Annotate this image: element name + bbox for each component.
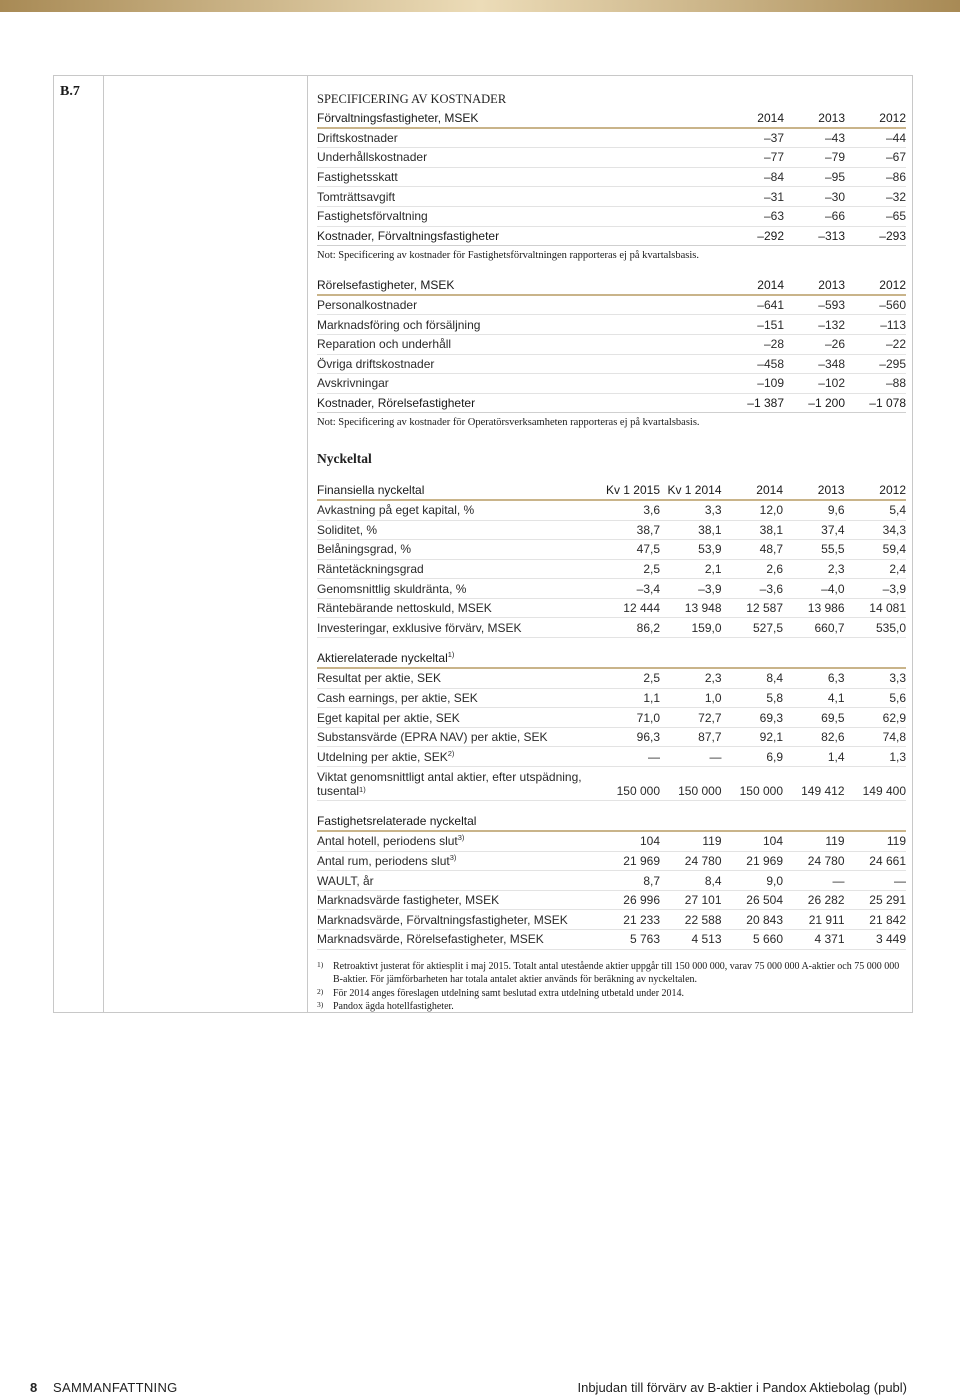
row-label: Soliditet, % [317,522,378,537]
kpi-share-header [317,649,906,669]
cell: 104 [762,834,783,849]
cell: –88 [885,376,906,391]
cell: 3,3 [704,503,722,518]
spacer [317,470,906,481]
cell: 12 587 [746,601,783,616]
table2-header-label: Rörelsefastigheter, MSEK [317,277,455,292]
cell: 5,4 [889,503,906,518]
cell: 149 412 [801,784,845,799]
total-label: Kostnader, Rörelsefastigheter [317,396,476,411]
footnote-text: För 2014 anges föreslagen utdelning samt beslutad extra utdelning utbetald under 2014. [333,987,685,999]
cell: –79 [824,150,845,165]
row-label: Marknadsvärde fastigheter, MSEK [317,893,500,908]
cell: 26 996 [623,893,660,908]
cell: 38,7 [636,522,660,537]
cell: –31 [763,189,784,204]
cell: 149 400 [862,784,906,799]
cell: –348 [818,356,845,371]
cell: 2,1 [704,561,722,576]
row-label: Resultat per aktie, SEK [317,671,442,686]
footnote-number: 3) [317,1000,324,1010]
row-label: Viktat genomsnittligt antal aktier, efter utspädning, tusental$^{1)}$ [317,770,582,799]
cell: 119 [825,834,845,849]
cell: 6,3 [827,671,845,686]
table1-row [317,187,906,207]
cell: 3,3 [889,671,906,686]
cell: –65 [885,209,906,224]
row-label: Driftskostnader [317,130,398,145]
cell: 24 780 [807,853,845,868]
cell: 86,2 [636,620,660,635]
cell: 38,1 [759,522,783,537]
cell: 150 000 [739,784,783,799]
table2-row [317,335,906,355]
kpi-share-row [317,728,906,748]
cell: 119 [702,834,722,849]
spacer [317,950,906,960]
kpi-financial-row [317,560,906,580]
cell: –86 [885,170,906,185]
cell: –84 [763,170,784,185]
table2-note: Not: Specificering av kostnader för Operatörsverksamheten rapporteras ej på kvartalsbasis. [317,417,700,429]
cell: –67 [885,150,906,165]
row-label: Räntebärande nettoskuld, MSEK [317,601,492,616]
cell: 1,3 [889,749,906,764]
table1-row [317,129,906,149]
cell: 21 233 [623,912,660,927]
kpi-share-row [317,669,906,689]
kpi-property-header [317,812,906,832]
row-label: Reparation och underhåll [317,337,452,352]
section-label: B.7 [60,84,80,99]
table2-header [317,276,906,296]
footnote-text: Retroaktivt justerat för aktiesplit i maj 2015. Totalt antal utestående aktier uppgår till 150 000 000, varav 75 000 000 A-aktier och 75 000 000 B-aktier. För jämförbarheten har totala antalet aktier används för beräkning av nyckeltalen. [333,960,900,986]
cell: –32 [885,189,906,204]
row-label: Tomträttsavgift [317,189,396,204]
cell: –22 [885,337,906,352]
row-label: Antal rum, periodens slut$^{3)}$ [317,852,457,868]
total-cell: –313 [818,228,845,243]
cell: — [894,873,906,888]
col-header: Kv 1 2015 [605,483,660,498]
cell: 72,7 [698,710,722,725]
cell: 59,4 [882,542,906,557]
kpi-property-row [317,910,906,930]
page-footer [0,1380,960,1398]
kpi-property-row [317,832,906,852]
cell: 25 291 [869,893,906,908]
cell: 2,6 [766,561,783,576]
kpi-property-row [317,871,906,891]
footer-section: SAMMANFATTNING [53,1380,178,1395]
cell: 1,0 [704,690,722,705]
table1-header-2012: 2012 [879,110,906,125]
cell: 8,7 [643,873,660,888]
row-label: Genomsnittlig skuldränta, % [317,581,467,596]
table2-total-row [317,394,906,414]
total-cell: –293 [879,228,906,243]
column-divider-right [307,75,308,1013]
row-label: Avskrivningar [317,376,389,391]
col-header: Kv 1 2014 [667,483,722,498]
row-label: Avkastning på eget kapital, % [317,503,475,518]
row-label: Räntetäckningsgrad [317,561,424,576]
cell: 1,1 [643,690,660,705]
kpi-financial-row [317,501,906,521]
cell: –66 [824,209,845,224]
spacer [317,432,906,446]
cell: 22 588 [684,912,722,927]
cell: 9,0 [766,873,783,888]
kpi-financial-header [317,481,906,501]
table1-header-2014: 2014 [757,110,784,125]
cell: –3,9 [882,581,906,596]
table1-header [317,109,906,129]
cell: –30 [824,189,845,204]
cell: 74,8 [882,730,906,745]
table2-row [317,315,906,335]
footnote [317,960,906,987]
cell: –458 [757,356,784,371]
table1-row [317,148,906,168]
row-label: Investeringar, exklusive förvärv, MSEK [317,620,522,635]
main-content [317,89,906,1014]
cell: 159,0 [691,620,722,635]
row-label: Fastighetsskatt [317,170,398,185]
cell: 2,4 [889,561,906,576]
kpi-property-row [317,930,906,950]
row-label: Substansvärde (EPRA NAV) per aktie, SEK [317,730,548,745]
cell: 2,5 [643,561,660,576]
table1-total-row [317,227,906,247]
cell: 660,7 [814,620,845,635]
cell: 87,7 [698,730,722,745]
kpi-financial-title: Finansiella nyckeltal [317,483,425,498]
footnote-ref: 3) [449,852,457,862]
cell: 5 660 [752,932,783,947]
cell: –151 [757,317,784,332]
cell: 3 449 [875,932,906,947]
table1-note: Not: Specificering av kostnader för Fastighetsförvaltningen rapporteras ej på kvartalsbasis. [317,250,699,262]
total-cell: –1 200 [808,396,845,411]
row-label: Utdelning per aktie, SEK$^{2)}$ [317,748,455,764]
cell: 96,3 [636,730,660,745]
total-label: Kostnader, Förvaltningsfastigheter [317,228,500,243]
table2-header-2012: 2012 [879,277,906,292]
kpi-property-row [317,891,906,911]
cell: –63 [763,209,784,224]
cell: 13 986 [807,601,845,616]
cell: –295 [879,356,906,371]
kpi-financial-row [317,599,906,619]
cell: 14 081 [869,601,906,616]
kpi-property-title: Fastighetsrelaterade nyckeltal [317,814,477,829]
cell: –102 [818,376,845,391]
cell: 21 969 [623,853,660,868]
row-label: WAULT, år [317,873,374,888]
cell: 150 000 [678,784,722,799]
cell: 47,5 [636,542,660,557]
row-label: Övriga driftskostnader [317,356,435,371]
cell: 12,0 [759,503,783,518]
col-header: 2013 [817,483,845,498]
cell: 69,3 [759,710,783,725]
cell: –28 [763,337,784,352]
cell: 104 [639,834,660,849]
footnote [317,987,906,1001]
cell: 12 444 [623,601,660,616]
cell: — [709,749,722,764]
footnotes [317,960,906,1014]
cell: 1,4 [827,749,845,764]
cell: 48,7 [759,542,783,557]
table2-row [317,296,906,316]
spacer [317,638,906,649]
kpi-share-row [317,747,906,767]
cell: 62,9 [882,710,906,725]
kpi-financial-row [317,618,906,638]
cell: –3,4 [636,581,660,596]
cell: 150 000 [616,784,660,799]
row-label: Fastighetsförvaltning [317,209,428,224]
cell: –95 [824,170,845,185]
row-label: Antal hotell, periodens slut$^{3)}$ [317,833,465,849]
spacer [317,801,906,812]
cell: –113 [880,317,906,332]
cell: 55,5 [821,542,845,557]
cell: 535,0 [875,620,906,635]
cell: 3,6 [643,503,660,518]
cell: 21 911 [808,912,845,927]
cell: 5,8 [766,690,783,705]
cell: 27 101 [684,893,722,908]
table1-row [317,168,906,188]
table2-header-2014: 2014 [757,277,784,292]
cell: 119 [886,834,906,849]
nyckeltal-heading: Nyckeltal [317,451,372,467]
cell: 38,1 [698,522,722,537]
page-number: 8 [30,1380,38,1395]
footnote-number: 1) [317,959,324,969]
cell: –44 [885,130,906,145]
cell: 9,6 [827,503,845,518]
cell: –37 [763,130,784,145]
col-header: 2014 [756,483,783,498]
cell: 53,9 [698,542,722,557]
footer-document-title: Inbjudan till förvärv av B-aktier i Pandox Aktiebolag (publ) [577,1380,907,1395]
cell: –109 [757,376,784,391]
row-label: Marknadsvärde, Förvaltningsfastigheter, MSEK [317,912,568,927]
cell: 8,4 [704,873,722,888]
footnote-text: Pandox ägda hotellfastigheter. [333,1001,454,1013]
row-label: Eget kapital per aktie, SEK [317,710,460,725]
cell: 21 969 [746,853,783,868]
cell: 2,3 [704,671,722,686]
cell: 21 842 [869,912,906,927]
col-header: 2012 [879,483,906,498]
kpi-property-row [317,852,906,872]
cell: 6,9 [766,749,783,764]
footnote-number: 2) [317,986,324,996]
total-cell: –1 078 [869,396,906,411]
cell: 4 513 [691,932,722,947]
cell: –641 [757,298,784,313]
cell: 2,3 [827,561,845,576]
cell: 2,5 [643,671,660,686]
row-label: Belåningsgrad, % [317,542,412,557]
cell: 26 282 [807,893,845,908]
cell: 82,6 [821,730,845,745]
cell: 69,5 [821,710,845,725]
kpi-share-row [317,689,906,709]
row-label: Underhållskostnader [317,150,428,165]
cell: 20 843 [746,912,783,927]
kpi-financial-row [317,521,906,541]
cell: 24 661 [869,853,906,868]
cell: –4,0 [821,581,845,596]
row-label: Marknadsvärde, Rörelsefastigheter, MSEK [317,932,544,947]
kpi-financial-row [317,540,906,560]
kpi-share-weighted-row [317,767,906,801]
cell: 13 948 [684,601,722,616]
kpi-share-row [317,708,906,728]
footnote [317,1000,906,1014]
kpi-financial-row [317,579,906,599]
cell: — [832,873,845,888]
cell: 37,4 [821,522,845,537]
row-label: Cash earnings, per aktie, SEK [317,690,478,705]
table2-header-2013: 2013 [818,277,845,292]
cell: –26 [824,337,845,352]
cell: –3,9 [698,581,722,596]
table2-row [317,374,906,394]
table1-header-2013: 2013 [818,110,845,125]
total-cell: –1 387 [747,396,784,411]
spacer [317,265,906,276]
cell: –132 [818,317,845,332]
row-label: Personalkostnader [317,298,418,313]
footnote-ref: 2) [447,748,455,758]
table1-header-label: Förvaltningsfastigheter, MSEK [317,110,479,125]
cell: –3,6 [759,581,783,596]
cell: 26 504 [746,893,783,908]
total-cell: –292 [757,228,784,243]
table1-row [317,207,906,227]
footnote-ref: 3) [457,833,465,843]
cell: –560 [879,298,906,313]
cell: 5,6 [889,690,906,705]
cell: 5 763 [629,932,660,947]
cell: 8,4 [766,671,783,686]
table2-row [317,355,906,375]
cell: 4,1 [827,690,845,705]
cell: 24 780 [684,853,722,868]
cell: –77 [763,150,784,165]
top-decorative-band [0,0,960,12]
cell: 527,5 [752,620,783,635]
kpi-share-title: Aktierelaterade nyckeltal$^{1)}$ [317,650,455,666]
cell: –43 [824,130,845,145]
row-label: Marknadsföring och försäljning [317,317,481,332]
page-title: SPECIFICERING AV KOSTNADER [317,92,507,106]
cell: — [648,749,660,764]
cell: 92,1 [759,730,783,745]
column-divider-left [103,75,104,1013]
cell: 4 371 [814,932,845,947]
cell: –593 [818,298,845,313]
cell: 34,3 [882,522,906,537]
cell: 71,0 [636,710,660,725]
